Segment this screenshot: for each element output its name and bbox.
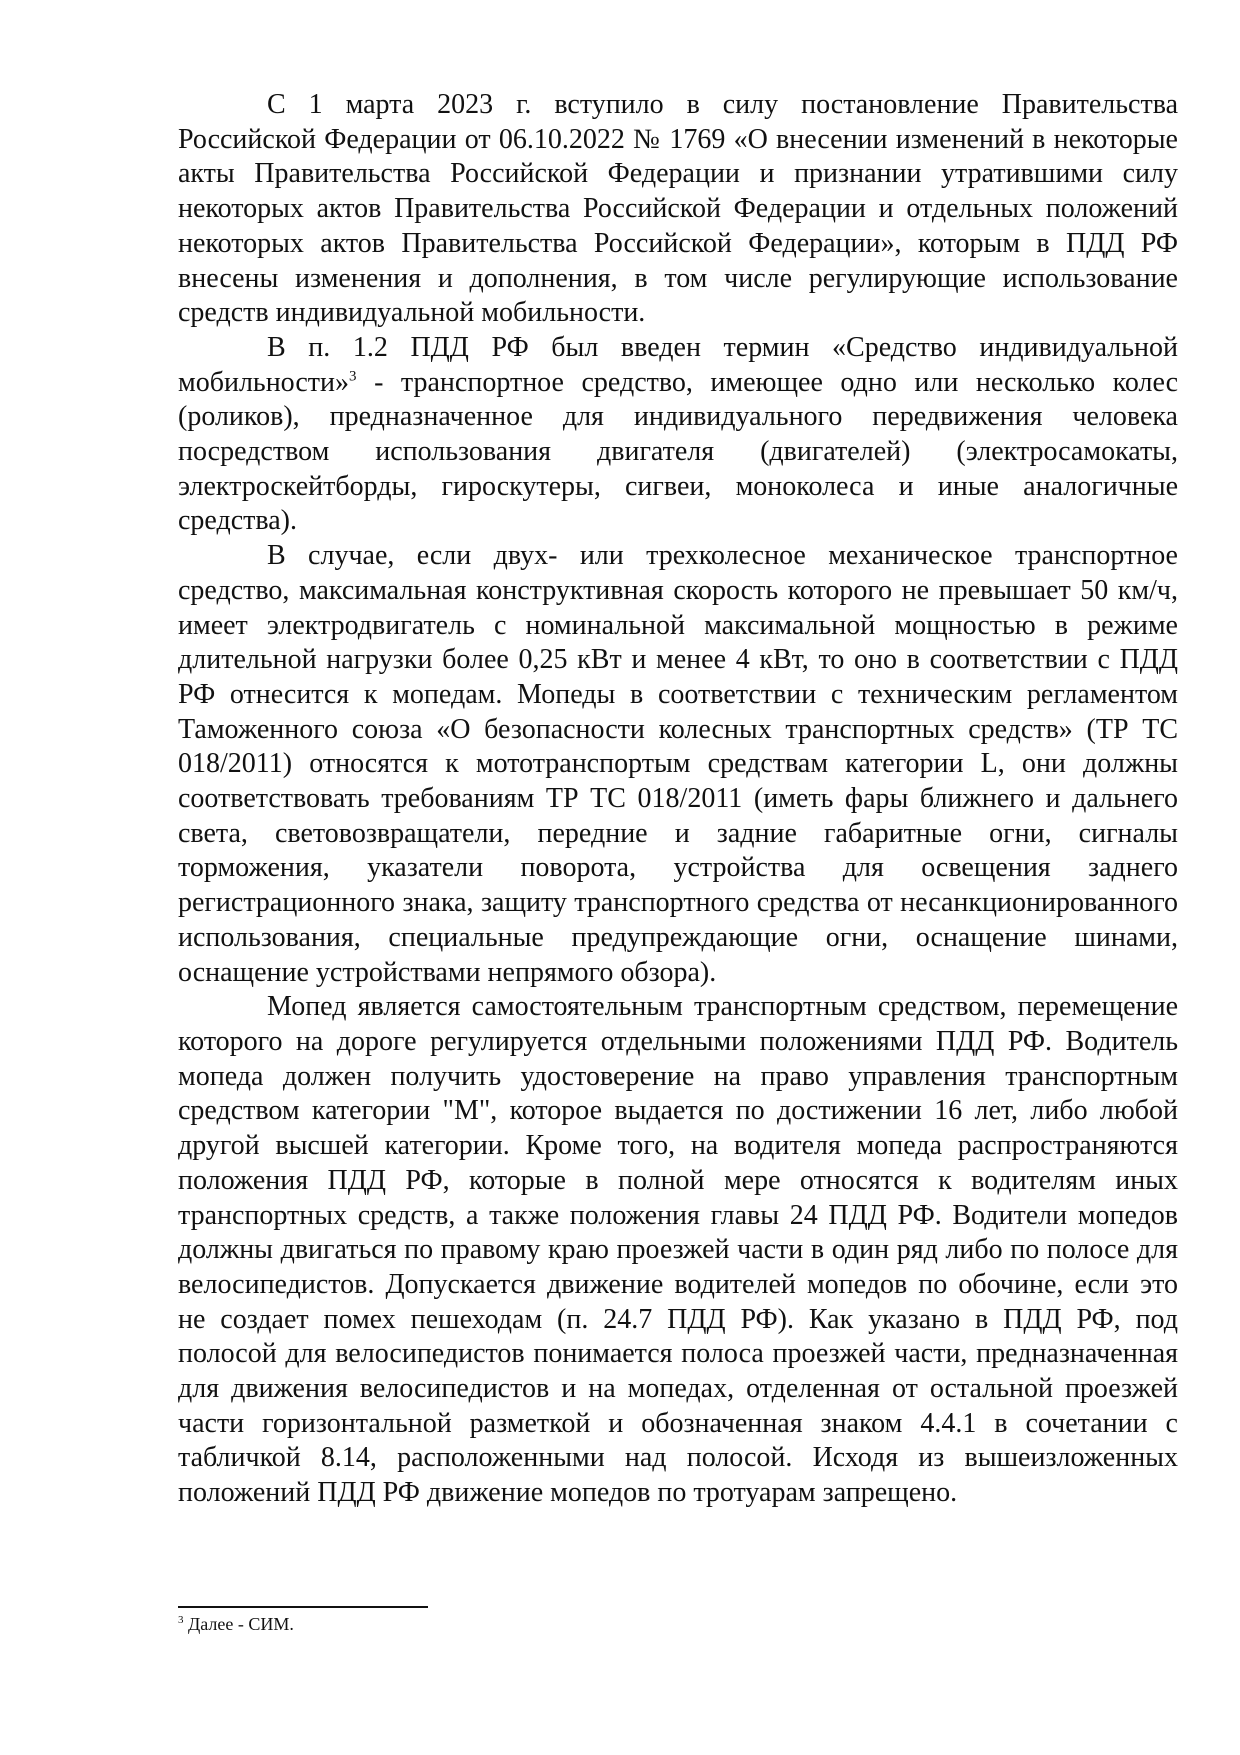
paragraph-2-text-start: В п. 1.2 ПДД РФ был введен термин «Средство индивидуальной мобильности» bbox=[178, 331, 1178, 398]
footnote-number: 3 bbox=[178, 1614, 184, 1626]
footnote-text: Далее - СИМ. bbox=[183, 1614, 294, 1634]
footnote-reference[interactable]: 3 bbox=[349, 368, 357, 385]
footnote bbox=[178, 1613, 294, 1635]
paragraph-2 bbox=[178, 331, 1178, 539]
paragraph-3: В случае, если двух- или трехколесное механическое транспортное средство, максимальная конструктивная скорость которого не превышает 50 км/ч, имеет электродвигатель с номинальной максимальной мощностью в режиме длительной нагрузки более 0,25 кВт и менее 4 кВт, то оно в соответствии с ПДД РФ отнесится к мопедам. Мопеды в соответствии с техническим регламентом Таможенного союза «О безопасности колесных транспортных средств» (ТР ТС 018/2011) относятся к мототранспортым средствам категории L, они должны соответствовать требованиям ТР ТС 018/2011 (иметь фары ближнего и дальнего света, световозвращатели, передние и задние габаритные огни, сигналы торможения, указатели поворота, устройства для освещения заднего регистрационного знака, защиту транспортного средства от несанкционированного использования, специальные предупреждающие огни, оснащение шинами, оснащение устройствами непрямого обзора). bbox=[178, 540, 1178, 988]
paragraph-2-text-end: - транспортное средство, имеющее одно или несколько колес (роликов), предназначенное для индивидуального передвижения человека посредством использования двигателя (двигателей) (электросамокаты, электроскейтборды, гироскутеры, сигвеи, моноколеса и иные аналогичные средства). bbox=[178, 366, 1178, 537]
paragraph-4: Мопед является самостоятельным транспортным средством, перемещение которого на дороге регулируется отдельными положениями ПДД РФ. Водитель мопеда должен получить удостоверение на право управления транспортным средством категории "M", которое выдается по достижении 16 лет, либо любой другой высшей категории. Кроме того, на водителя мопеда распространяются положения ПДД РФ, которые в полной мере относятся к водителям иных транспортных средств, а также положения главы 24 ПДД РФ. Водители мопедов должны двигаться по правому краю проезжей части в один ряд либо по полосе для велосипедистов. Допускается движение водителей мопедов по обочине, если это не создает помех пешеходам (п. 24.7 ПДД РФ). Как указано в ПДД РФ, под полосой для велосипедистов понимается полоса проезжей части, предназначенная для движения велосипедистов и на мопедах, отделенная от остальной проезжей части горизонтальной разметкой и обозначенная знаком 4.4.1 в сочетании с табличкой 8.14, расположенными над полосой. Исходя из вышеизложенных положений ПДД РФ движение мопедов по тротуарам запрещено. bbox=[178, 991, 1178, 1509]
paragraph-1: С 1 марта 2023 г. вступило в силу постановление Правительства Российской Федерации от 06.10.2022 № 1769 «О внесении изменений в некоторые акты Правительства Российской Федерации и признании утратившими силу некоторых актов Правительства Российской Федерации и отдельных положений некоторых актов Правительства Российской Федерации», которым в ПДД РФ внесены изменения и дополнения, в том числе регулирующие использование средств индивидуальной мобильности. bbox=[178, 89, 1178, 329]
document-body bbox=[178, 88, 1178, 1511]
footnote-separator bbox=[178, 1606, 428, 1608]
